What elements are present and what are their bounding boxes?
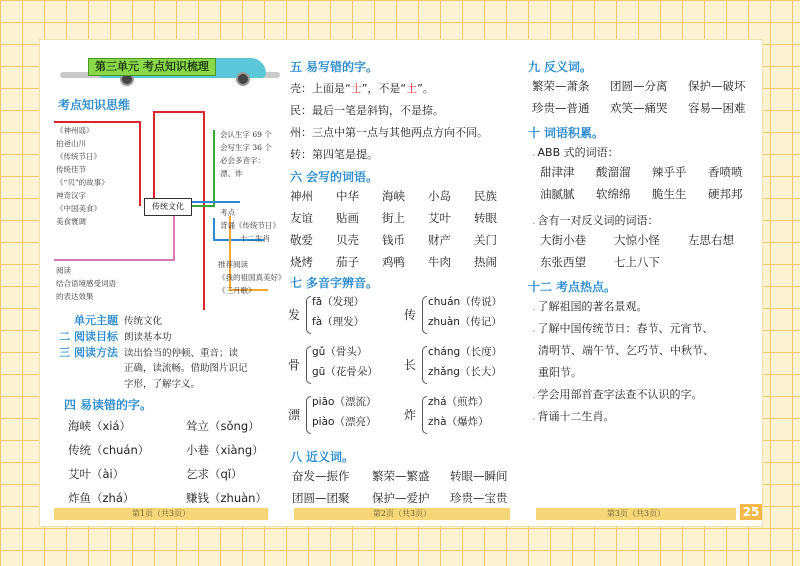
word-item: 香喷喷 xyxy=(708,165,743,179)
section-9-heading: 九 反义词。 xyxy=(528,60,593,74)
synonym-item: 繁荣—繁盛 xyxy=(372,469,430,483)
polyphone-reading: fà（理发） xyxy=(312,316,365,328)
antonym-item: 团圆—分离 xyxy=(610,79,668,93)
brace-icon xyxy=(306,396,311,434)
page-number: 25 xyxy=(740,504,762,520)
section-5-line: 壳：上面是“士”，不是“土”。 xyxy=(290,82,434,95)
polyphone-reading: chuán（传说） xyxy=(428,296,503,308)
mindmap-right-top: 会认生字 69 个 会写生字 36 个 必会多音字： 漂、炸 xyxy=(220,130,272,178)
section-6-heading: 六 会写的词语。 xyxy=(290,170,379,184)
polyphone-char: 长 xyxy=(404,358,417,372)
polyphone-reading: piāo（漂流） xyxy=(312,396,377,408)
polyphone-reading: gū（花骨朵） xyxy=(312,366,378,378)
column-1 xyxy=(40,40,286,526)
antonym-item: 保护—破坏 xyxy=(688,79,746,93)
word-item: 茄子 xyxy=(336,255,359,269)
hotspot-line: . 背诵十二生肖。 xyxy=(532,410,615,423)
word-item: 大惊小怪 xyxy=(614,233,660,247)
antonym-item: 繁荣—萧条 xyxy=(532,79,590,93)
polyphone-reading: zhǎng（长大） xyxy=(428,366,502,378)
polyphone-reading: piào（漂亮） xyxy=(312,416,377,428)
hotspot-line: 清明节、端午节、乞巧节、中秋节、 xyxy=(538,344,714,357)
reading-method-line: 字形，了解字义。 xyxy=(124,379,201,390)
polyphone-reading: gǔ（骨头） xyxy=(312,346,368,358)
wheel-icon xyxy=(236,72,250,86)
word-item: 七上八下 xyxy=(614,255,660,269)
polyphone-char: 传 xyxy=(404,308,417,322)
polyphone-reading: zhà（爆炸） xyxy=(428,416,489,428)
hotspot-line: 重阳节。 xyxy=(538,366,582,379)
word-item: 大街小巷 xyxy=(540,233,586,247)
mindmap-right-mid: 考点 背诵《传统节日》 十二生肖 xyxy=(220,208,280,243)
word-item: 转眼 xyxy=(474,211,497,225)
mindmap-center: 传统文化 xyxy=(144,198,192,216)
section-9-words xyxy=(532,78,760,118)
word-item: 中华 xyxy=(336,189,359,203)
hotspot-line: . 学会用部首查字法查不认识的字。 xyxy=(532,388,703,401)
polyphone-reading: cháng（长度） xyxy=(428,346,503,358)
word-item: 关门 xyxy=(474,233,497,247)
word-item: 艾叶（ài） xyxy=(68,467,125,481)
brace-icon xyxy=(422,296,427,334)
reading-method: 三 阅读方法 读出恰当的停顿、重音；读 xyxy=(59,346,239,359)
section-12-heading: 十二 考点热点。 xyxy=(528,280,617,294)
word-item: 小岛 xyxy=(428,189,451,203)
word-item: 硬邦邦 xyxy=(708,187,743,201)
reading-method-line: 正确，读流畅。借助图片识记 xyxy=(124,363,248,374)
mindmap-right-bottom: 推荐阅读 《我的祖国真美好》 《三月歌》 xyxy=(218,260,286,295)
mindmap-left-top: 《神州谣》 拍爸山川 《传统节日》 传统佳节 《“贝”的故事》 神奇汉字 《中国美食》 美食寰调 xyxy=(56,126,109,226)
antonym-item: 容易—困难 xyxy=(688,101,746,115)
brace-icon xyxy=(422,346,427,384)
section-7-polyphones xyxy=(288,294,520,444)
section-4-words xyxy=(68,418,278,518)
polyphone-char: 发 xyxy=(288,308,301,322)
section-8-heading: 八 近义词。 xyxy=(290,450,355,464)
section-10-heading: 十 词语积累。 xyxy=(528,126,605,140)
title-banner xyxy=(60,56,280,84)
word-item: 街上 xyxy=(382,211,405,225)
section-4-heading: 四 易读错的字。 xyxy=(64,398,153,412)
abb-words xyxy=(540,164,760,208)
word-item: 油腻腻 xyxy=(540,187,575,201)
brace-icon xyxy=(306,346,311,384)
section-7-heading: 七 多音字辨音。 xyxy=(290,276,379,290)
word-item: 小巷（xiàng） xyxy=(186,443,264,457)
word-item: 甜津津 xyxy=(540,165,575,179)
word-item: 海峡（xiá） xyxy=(68,419,132,433)
word-item: 牛肉 xyxy=(428,255,451,269)
word-item: 酸溜溜 xyxy=(596,165,631,179)
word-item: 鸡鸭 xyxy=(382,255,405,269)
word-item: 友谊 xyxy=(290,211,313,225)
polyphone-char: 骨 xyxy=(288,358,301,372)
word-item: 神州 xyxy=(290,189,313,203)
polyphone-reading: zhuàn（传记） xyxy=(428,316,502,328)
synonym-item: 团圆—团聚 xyxy=(292,491,350,505)
abb-intro: . ABB 式的词语： xyxy=(532,146,619,159)
section-8-words xyxy=(292,468,520,508)
hotspot-line: . 了解祖国的著名景观。 xyxy=(532,300,648,313)
word-item: 东张西望 xyxy=(540,255,586,269)
section-5-line: 民：最后一笔是斜钩，不是捺。 xyxy=(290,104,444,117)
word-item: 辣乎乎 xyxy=(652,165,687,179)
synonym-item: 保护—爱护 xyxy=(372,491,430,505)
page-footer: 第3页（共3页） xyxy=(536,508,736,520)
word-item: 乞求（qǐ） xyxy=(186,467,243,481)
hotspot-line: . 了解中国传统节日：春节、元宵节、 xyxy=(532,322,714,335)
word-item: 左思右想 xyxy=(688,233,734,247)
polyphone-char: 炸 xyxy=(404,408,417,422)
mindmap-left-bottom: 阅读 结合语境感受词语 的表达效果 xyxy=(56,266,116,301)
worksheet-page xyxy=(40,40,762,526)
word-item: 贝壳 xyxy=(336,233,359,247)
word-item: 软绵绵 xyxy=(596,187,631,201)
unit-title: 第三单元 考点知识梳理 xyxy=(88,58,216,76)
brace-icon xyxy=(306,296,311,334)
word-item: 脆生生 xyxy=(652,187,687,201)
synonym-item: 转眼—瞬间 xyxy=(450,469,508,483)
column-3 xyxy=(522,40,762,526)
section-5-line: 州：三点中第一点与其他两点方向不同。 xyxy=(290,126,488,139)
synonym-item: 奋发—振作 xyxy=(292,469,350,483)
unit-theme: 单元主题 传统文化 xyxy=(74,314,163,327)
word-item: 钱币 xyxy=(382,233,405,247)
polyphone-reading: fā（发现） xyxy=(312,296,365,308)
section-5-heading: 五 易写错的字。 xyxy=(290,60,379,74)
antonym-phrases xyxy=(540,232,760,276)
word-item: 财产 xyxy=(428,233,451,247)
antonym-item: 珍贵—普通 xyxy=(532,101,590,115)
section-5-line: 转：第四笔是提。 xyxy=(290,148,378,161)
word-item: 敬爱 xyxy=(290,233,313,247)
synonym-item: 珍贵—宝贵 xyxy=(450,491,508,505)
mind-map xyxy=(54,110,286,310)
antonym-item: 欢笑—痛哭 xyxy=(610,101,668,115)
word-item: 传统（chuán） xyxy=(68,443,150,457)
word-item: 贴画 xyxy=(336,211,359,225)
brace-icon xyxy=(422,396,427,434)
word-item: 赚钱（zhuàn） xyxy=(186,491,267,505)
mindmap-heading: 考点知识思维 xyxy=(58,98,131,112)
polyphone-char: 漂 xyxy=(288,408,301,422)
word-item: 炸鱼（zhá） xyxy=(68,491,135,505)
word-item: 民族 xyxy=(474,189,497,203)
section-6-words xyxy=(290,188,518,278)
page-footer: 第2页（共3页） xyxy=(294,508,510,520)
reading-goal: 二 阅读目标 朗读基本功 xyxy=(59,330,172,343)
word-item: 海峡 xyxy=(382,189,405,203)
word-item: 热闹 xyxy=(474,255,497,269)
word-item: 艾叶 xyxy=(428,211,451,225)
word-item: 耸立（sǒng） xyxy=(186,419,260,433)
column-2 xyxy=(280,40,520,526)
polyphone-reading: zhá（煎炸） xyxy=(428,396,489,408)
page-footer: 第1页（共3页） xyxy=(54,508,268,520)
antonym-phrase-intro: . 含有一对反义词的词语： xyxy=(532,214,659,227)
word-item: 烧烤 xyxy=(290,255,313,269)
